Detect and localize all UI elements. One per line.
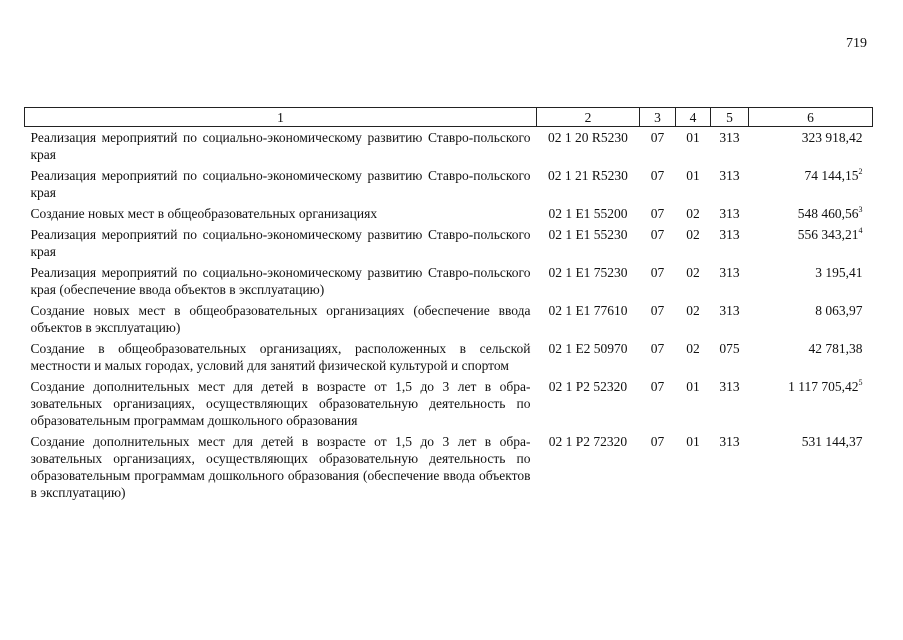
- amount-value: 323 918,42: [801, 130, 863, 145]
- amount-value: 3 195,41: [815, 265, 863, 280]
- amount-value: 8 063,97: [815, 303, 863, 318]
- amount-value: 42 781,38: [808, 341, 863, 356]
- section-cell: 07: [650, 168, 665, 183]
- subsection-cell: 01: [686, 168, 700, 183]
- code-cell: 02 1 21 R5230: [548, 168, 628, 183]
- subsection-cell: 02: [686, 206, 700, 221]
- amount-cell: [749, 300, 873, 338]
- description-cell: Создание новых мест в общеобразовательных организациях (обеспечение ввода объектов в эксплуатацию): [30, 303, 531, 335]
- section-cell: 07: [650, 341, 665, 356]
- subsection-cell: 02: [686, 265, 700, 280]
- expense-type-cell: 313: [719, 130, 740, 145]
- amount-cell: [749, 376, 873, 431]
- amount-cell: [749, 431, 873, 503]
- amount-value: 1 117 705,42: [788, 379, 859, 394]
- section-cell: 07: [650, 206, 665, 221]
- amount-cell: [749, 224, 873, 262]
- code-cell: 02 1 E1 77610: [548, 303, 628, 318]
- expense-type-cell: 313: [719, 434, 740, 449]
- header-row: [25, 108, 873, 127]
- amount-cell: [749, 338, 873, 376]
- description-cell: Реализация мероприятий по социально-экономическому развитию Ставро-польского края: [30, 130, 531, 162]
- table-body: [25, 127, 873, 504]
- code-cell: 02 1 E1 75230: [548, 265, 628, 280]
- table-row: [25, 224, 873, 262]
- description-cell: Реализация мероприятий по социально-экономическому развитию Ставро-польского края: [30, 227, 531, 259]
- header-col-1: 1: [25, 108, 537, 127]
- description-cell: Реализация мероприятий по социально-экономическому развитию Ставро-польского края: [30, 168, 531, 200]
- description-cell: Создание в общеобразовательных организациях, расположенных в сельской местности и малых городах, условий для занятий физической культурой и спортом: [30, 341, 531, 373]
- section-cell: 07: [650, 303, 665, 318]
- section-cell: 07: [650, 130, 665, 145]
- description-cell: Создание дополнительных мест для детей в возрасте от 1,5 до 3 лет в обра-зовательных организациях, осуществляющих образовательную деятельность по образовательным программам дошкольного образования: [30, 379, 531, 428]
- footnote-marker: 4: [858, 225, 863, 235]
- footnote-marker: 2: [858, 166, 863, 176]
- header-col-2: 2: [537, 108, 640, 127]
- subsection-cell: 02: [686, 227, 700, 242]
- header-col-4: 4: [676, 108, 711, 127]
- table-header: [25, 108, 873, 127]
- header-col-6: 6: [749, 108, 873, 127]
- footnote-marker: 3: [858, 204, 863, 214]
- table-row: [25, 165, 873, 203]
- section-cell: 07: [650, 227, 665, 242]
- header-col-3: 3: [640, 108, 676, 127]
- expense-type-cell: 313: [719, 227, 740, 242]
- expense-type-cell: 313: [719, 265, 740, 280]
- footnote-marker: 5: [858, 377, 863, 387]
- amount-value: 74 144,15: [804, 168, 859, 183]
- code-cell: 02 1 E1 55200: [548, 206, 628, 221]
- amount-value: 548 460,56: [797, 206, 859, 221]
- table-row: [25, 203, 873, 224]
- code-cell: 02 1 P2 52320: [548, 379, 628, 394]
- expense-type-cell: 075: [719, 341, 740, 356]
- table-row: [25, 376, 873, 431]
- section-cell: 07: [650, 379, 665, 394]
- table-row: [25, 300, 873, 338]
- expense-type-cell: 313: [719, 379, 740, 394]
- description-cell: Реализация мероприятий по социально-экономическому развитию Ставро-польского края (обеспечение ввода объектов в эксплуатацию): [30, 265, 531, 297]
- subsection-cell: 01: [686, 434, 700, 449]
- amount-cell: [749, 262, 873, 300]
- expense-type-cell: 313: [719, 303, 740, 318]
- description-cell: Создание дополнительных мест для детей в возрасте от 1,5 до 3 лет в обра-зовательных организациях, осуществляющих образовательную деятельность по образовательным программам дошкольного образования (обеспечение ввода объектов в эксплуатацию): [30, 434, 531, 500]
- table-row: [25, 127, 873, 166]
- amount-cell: [749, 165, 873, 203]
- amount-cell: [749, 203, 873, 224]
- code-cell: 02 1 P2 72320: [548, 434, 628, 449]
- amount-value: 531 144,37: [801, 434, 863, 449]
- code-cell: 02 1 E1 55230: [548, 227, 628, 242]
- code-cell: 02 1 20 R5230: [548, 130, 628, 145]
- section-cell: 07: [650, 265, 665, 280]
- amount-cell: [749, 127, 873, 166]
- subsection-cell: 02: [686, 341, 700, 356]
- budget-table: [24, 107, 873, 503]
- expense-type-cell: 313: [719, 206, 740, 221]
- table-row: [25, 338, 873, 376]
- description-cell: Создание новых мест в общеобразовательных организациях: [30, 206, 378, 221]
- section-cell: 07: [650, 434, 665, 449]
- subsection-cell: 01: [686, 130, 700, 145]
- table-row: [25, 262, 873, 300]
- subsection-cell: 02: [686, 303, 700, 318]
- header-col-5: 5: [711, 108, 749, 127]
- page-number: 719: [846, 36, 867, 51]
- expense-type-cell: 313: [719, 168, 740, 183]
- subsection-cell: 01: [686, 379, 700, 394]
- code-cell: 02 1 E2 50970: [548, 341, 628, 356]
- table-row: [25, 431, 873, 503]
- amount-value: 556 343,21: [797, 227, 859, 242]
